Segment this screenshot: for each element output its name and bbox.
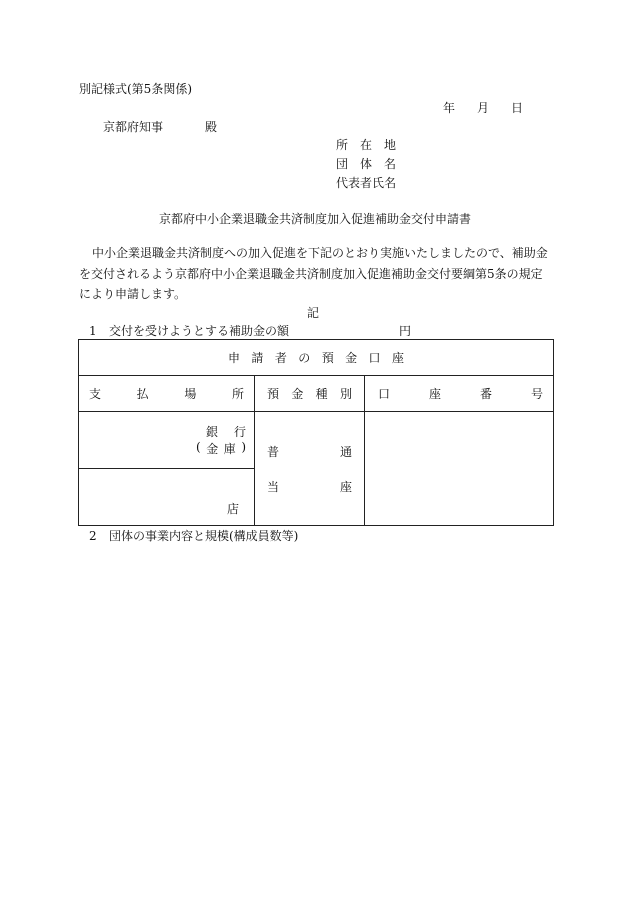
form-label: 別記様式(第5条関係): [79, 82, 192, 96]
body-line-2: を交付されるよう京都府中小企業退職金共済制度加入促進補助金交付要綱第5条の規定: [79, 266, 543, 281]
body-paragraph: [79, 243, 553, 305]
account-number-cell[interactable]: [365, 412, 554, 526]
field-organization-label: 団 体 名: [336, 157, 396, 171]
date-year: 年: [443, 101, 456, 115]
column-account-number: 口 座 番 号: [365, 376, 554, 412]
body-line-3: により申請します。: [79, 287, 187, 301]
date-month: 月: [477, 101, 490, 115]
bank-name-cell[interactable]: [79, 412, 255, 469]
column-deposit-type: 預 金 種 別: [255, 376, 365, 412]
branch-name-cell[interactable]: [79, 469, 255, 526]
addressee-name: 京都府知事: [103, 120, 164, 134]
table-header-text: 申 請 者 の 預 金 口 座: [228, 351, 404, 365]
column-payment-place: 支 払 場 所: [79, 376, 255, 412]
item2-label: 団体の事業内容と規模(構成員数等): [109, 529, 299, 543]
bank-alt-label: ( 金 庫 ): [196, 440, 246, 456]
ki-note: 記: [307, 306, 320, 320]
branch-label: 店: [226, 501, 239, 516]
field-address-label: 所 在 地: [336, 138, 396, 152]
item1-label: 交付を受けようとする補助金の額: [109, 324, 290, 338]
document-title: 京都府中小企業退職金共済制度加入促進補助金交付申請書: [158, 212, 471, 226]
item1-number: 1: [89, 324, 97, 338]
body-line-1: 中小企業退職金共済制度への加入促進を下記のとおり実施いたしましたので、補助金: [92, 246, 548, 260]
type-current: 当 座: [267, 479, 352, 494]
bank-account-table: [78, 339, 554, 526]
addressee-honorific: 殿: [205, 120, 218, 134]
date-day: 日: [511, 101, 524, 115]
field-representative-label: 代 表 者 氏 名: [336, 176, 397, 190]
table-header: [79, 340, 554, 376]
item2-number: 2: [89, 529, 97, 543]
bank-label: 銀 行: [206, 425, 246, 439]
item1-unit: 円: [399, 324, 412, 338]
deposit-type-cell[interactable]: [255, 412, 365, 526]
type-ordinary: 普 通: [267, 444, 352, 459]
